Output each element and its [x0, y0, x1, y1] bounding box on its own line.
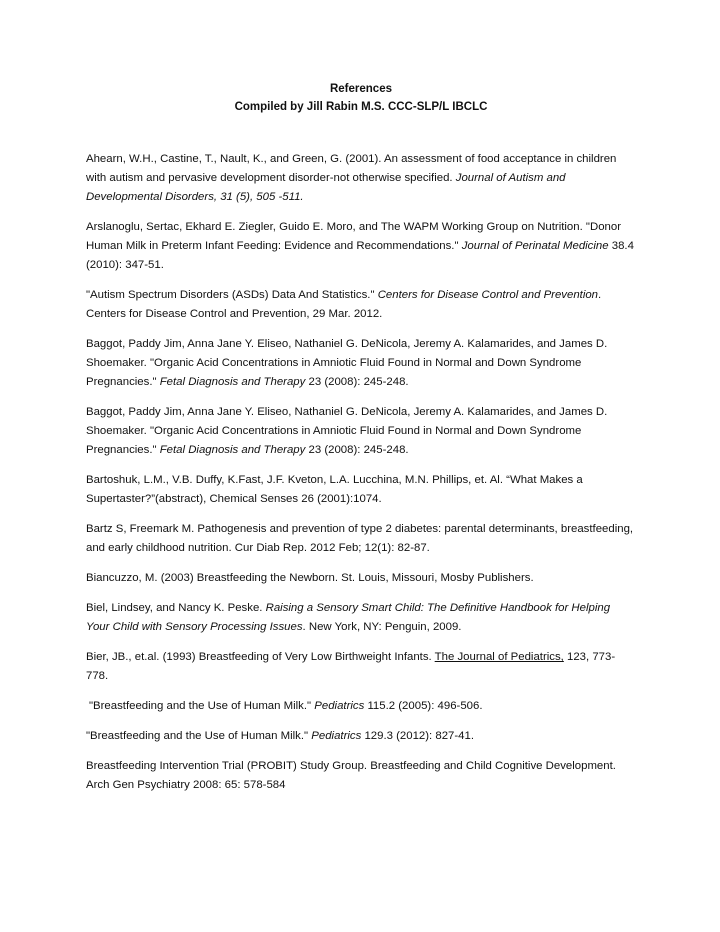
reference-text: Arslanoglu, Sertac, Ekhard E. Ziegler, Guido E. Moro, and The WAPM Working Group on Nutrition. "Donor Human Milk in Preterm Infant Feeding: Evidence and Recommendations." — [86, 221, 622, 252]
reference-entry — [86, 727, 636, 746]
reference-italic-text: Raising a Sensory Smart Child: The Definitive Handbook for Helping Your Child with Sensory Processing Issues — [86, 602, 611, 633]
reference-text: Ahearn, W.H., Castine, T., Nault, K., and Green, G. (2001). An assessment of food acceptance in children with autism and pervasive development disorder-not otherwise specified. — [86, 153, 617, 184]
reference-entry — [86, 520, 636, 558]
page-title: References — [329, 83, 392, 95]
reference-text: Biel, Lindsey, and Nancy K. Peske. — [86, 602, 266, 614]
reference-text: "Breastfeeding and the Use of Human Milk." — [89, 700, 315, 712]
reference-entry — [86, 648, 636, 686]
reference-text: Bartoshuk, L.M., V.B. Duffy, K.Fast, J.F. Kveton, L.A. Lucchina, M.N. Phillips, et. Al. “What Makes a Supertaster?”(abstract), Chemical Senses 26 (2001):1074. — [86, 474, 583, 505]
reference-italic-text: Fetal Diagnosis and Therapy — [159, 444, 306, 456]
reference-entry — [86, 757, 636, 795]
reference-entry — [86, 599, 636, 637]
reference-italic-text: Fetal Diagnosis and Therapy — [159, 376, 306, 388]
reference-text: 123, 773-778. — [86, 651, 616, 682]
reference-text: 129.3 (2012): 827-41. — [361, 730, 475, 742]
reference-entry — [86, 150, 636, 207]
reference-text: 23 (2008): 245-248. — [305, 444, 409, 456]
reference-entry — [86, 403, 636, 460]
reference-text: Breastfeeding Intervention Trial (PROBIT) Study Group. Breastfeeding and Child Cognitive Development. Arch Gen Psychiatry 2008: 65: 578-584 — [86, 760, 616, 791]
reference-entry — [86, 697, 636, 716]
reference-text: 23 (2008): 245-248. — [305, 376, 409, 388]
reference-text: Biancuzzo, M. (2003) Breastfeeding the Newborn. St. Louis, Missouri, Mosby Publishers. — [86, 572, 534, 584]
header-spacer — [86, 116, 636, 150]
reference-list — [86, 150, 636, 795]
reference-italic-text: Pediatrics — [311, 730, 362, 742]
reference-entry — [86, 218, 636, 275]
reference-entry — [86, 335, 636, 392]
reference-text: Bier, JB., et.al. (1993) Breastfeeding of Very Low Birthweight Infants. — [86, 651, 435, 663]
reference-text: 115.2 (2005): 496-506. — [364, 700, 483, 712]
reference-text: "Autism Spectrum Disorders (ASDs) Data And Statistics." — [86, 289, 378, 301]
reference-underlined-text: The Journal of Pediatrics, — [434, 651, 564, 663]
reference-text: "Breastfeeding and the Use of Human Milk." — [86, 730, 312, 742]
reference-text: Bartz S, Freemark M. Pathogenesis and prevention of type 2 diabetes: parental determinants, breastfeeding, and early childhood nutrition. Cur Diab Rep. 2012 Feb; 12(1): 82-87. — [86, 523, 634, 554]
reference-italic-text: Centers for Disease Control and Prevention — [377, 289, 599, 301]
page-subtitle: Compiled by Jill Rabin M.S. CCC-SLP/L IBCLC — [234, 101, 488, 113]
reference-italic-text: Journal of Autism and Developmental Disorders, 31 (5), 505 -511. — [86, 172, 566, 203]
reference-italic-text: Journal of Perinatal Medicine — [461, 240, 609, 252]
reference-entry — [86, 286, 636, 324]
reference-entry — [86, 569, 636, 588]
reference-text: Baggot, Paddy Jim, Anna Jane Y. Eliseo, Nathaniel G. DeNicola, Jeremy A. Kalamarides, and James D. Shoemaker. "Organic Acid Concentrations in Amniotic Fluid Found in Normal and Down Syndrome Pregnancies." — [86, 338, 608, 388]
reference-text: . New York, NY: Penguin, 2009. — [302, 621, 462, 633]
reference-text: . Centers for Disease Control and Prevention, 29 Mar. 2012. — [86, 289, 602, 320]
reference-text: Baggot, Paddy Jim, Anna Jane Y. Eliseo, Nathaniel G. DeNicola, Jeremy A. Kalamarides, and James D. Shoemaker. "Organic Acid Concentrations in Amniotic Fluid Found in Normal and Down Syndrome Pregnancies." — [86, 406, 608, 456]
reference-entry — [86, 471, 636, 509]
reference-text: 38.4 (2010): 347-51. — [86, 240, 634, 271]
reference-italic-text: Pediatrics — [314, 700, 365, 712]
